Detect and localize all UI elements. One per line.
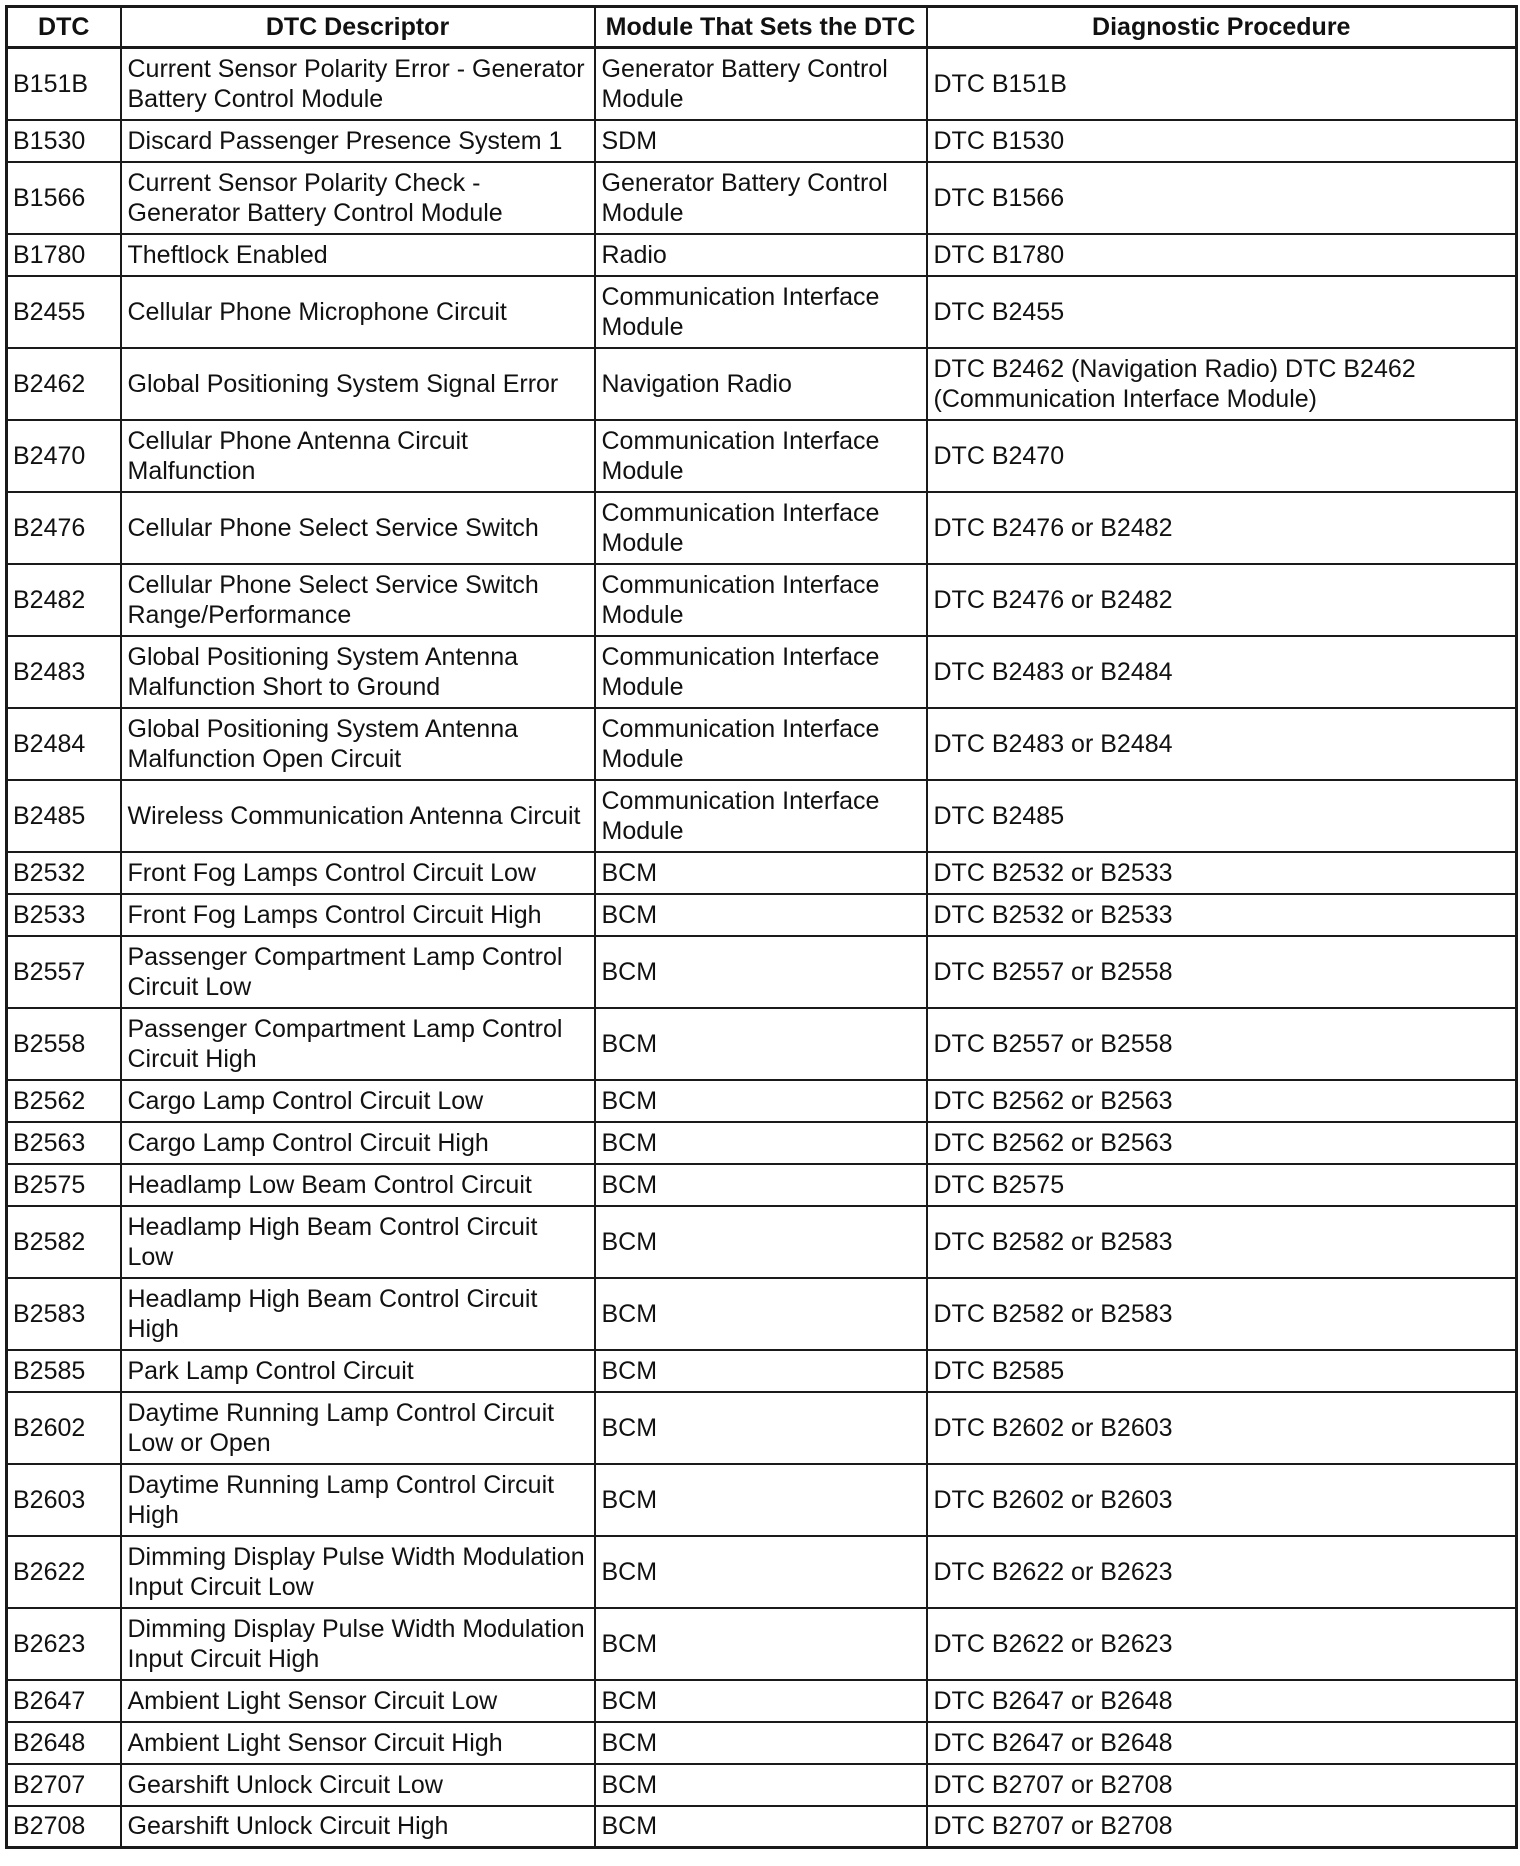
dtc-code-cell: B2603 — [7, 1464, 121, 1536]
dtc-descriptor-cell: Front Fog Lamps Control Circuit High — [121, 894, 595, 936]
table-row — [7, 1278, 1517, 1350]
module-cell: BCM — [595, 894, 927, 936]
table-row — [7, 348, 1517, 420]
header-diagnostic-procedure: Diagnostic Procedure — [927, 7, 1517, 48]
dtc-descriptor-cell: Front Fog Lamps Control Circuit Low — [121, 852, 595, 894]
dtc-descriptor-cell: Current Sensor Polarity Check - Generator Battery Control Module — [121, 162, 595, 234]
dtc-table — [5, 5, 1518, 1849]
dtc-descriptor-cell: Gearshift Unlock Circuit Low — [121, 1764, 595, 1806]
dtc-descriptor-cell: Theftlock Enabled — [121, 234, 595, 276]
dtc-code-cell: B2476 — [7, 492, 121, 564]
dtc-descriptor-cell: Wireless Communication Antenna Circuit — [121, 780, 595, 852]
table-row — [7, 1806, 1517, 1848]
dtc-code-cell: B2583 — [7, 1278, 121, 1350]
diagnostic-procedure-cell: DTC B2562 or B2563 — [927, 1122, 1517, 1164]
dtc-descriptor-cell: Headlamp High Beam Control Circuit Low — [121, 1206, 595, 1278]
table-row — [7, 234, 1517, 276]
module-cell: BCM — [595, 1464, 927, 1536]
dtc-code-cell: B2648 — [7, 1722, 121, 1764]
diagnostic-procedure-cell: DTC B2483 or B2484 — [927, 636, 1517, 708]
table-row — [7, 1008, 1517, 1080]
module-cell: SDM — [595, 120, 927, 162]
dtc-descriptor-cell: Discard Passenger Presence System 1 — [121, 120, 595, 162]
dtc-descriptor-cell: Ambient Light Sensor Circuit High — [121, 1722, 595, 1764]
diagnostic-procedure-cell: DTC B2557 or B2558 — [927, 936, 1517, 1008]
dtc-code-cell: B2562 — [7, 1080, 121, 1122]
table-row — [7, 564, 1517, 636]
diagnostic-procedure-cell: DTC B2622 or B2623 — [927, 1608, 1517, 1680]
diagnostic-procedure-cell: DTC B2575 — [927, 1164, 1517, 1206]
diagnostic-procedure-cell: DTC B2532 or B2533 — [927, 894, 1517, 936]
dtc-descriptor-cell: Cellular Phone Microphone Circuit — [121, 276, 595, 348]
header-dtc-descriptor: DTC Descriptor — [121, 7, 595, 48]
table-row — [7, 1164, 1517, 1206]
table-row — [7, 492, 1517, 564]
table-row — [7, 894, 1517, 936]
table-row — [7, 708, 1517, 780]
table-row — [7, 1722, 1517, 1764]
dtc-code-cell: B2623 — [7, 1608, 121, 1680]
diagnostic-procedure-cell: DTC B2707 or B2708 — [927, 1764, 1517, 1806]
table-row — [7, 120, 1517, 162]
dtc-code-cell: B2470 — [7, 420, 121, 492]
dtc-code-cell: B2707 — [7, 1764, 121, 1806]
diagnostic-procedure-cell: DTC B2462 (Navigation Radio) DTC B2462 (Communication Interface Module) — [927, 348, 1517, 420]
dtc-code-cell: B2582 — [7, 1206, 121, 1278]
diagnostic-procedure-cell: DTC B2647 or B2648 — [927, 1722, 1517, 1764]
dtc-descriptor-cell: Park Lamp Control Circuit — [121, 1350, 595, 1392]
dtc-descriptor-cell: Gearshift Unlock Circuit High — [121, 1806, 595, 1848]
dtc-code-cell: B2563 — [7, 1122, 121, 1164]
dtc-code-cell: B2455 — [7, 276, 121, 348]
dtc-code-cell: B2533 — [7, 894, 121, 936]
table-row — [7, 1608, 1517, 1680]
dtc-descriptor-cell: Cellular Phone Select Service Switch — [121, 492, 595, 564]
dtc-code-cell: B1566 — [7, 162, 121, 234]
diagnostic-procedure-cell: DTC B2622 or B2623 — [927, 1536, 1517, 1608]
module-cell: Communication Interface Module — [595, 708, 927, 780]
dtc-code-cell: B1780 — [7, 234, 121, 276]
diagnostic-procedure-cell: DTC B2585 — [927, 1350, 1517, 1392]
dtc-code-cell: B2558 — [7, 1008, 121, 1080]
module-cell: Communication Interface Module — [595, 420, 927, 492]
dtc-code-cell: B2532 — [7, 852, 121, 894]
module-cell: Communication Interface Module — [595, 492, 927, 564]
table-row — [7, 1680, 1517, 1722]
module-cell: Radio — [595, 234, 927, 276]
module-cell: Communication Interface Module — [595, 276, 927, 348]
dtc-descriptor-cell: Headlamp Low Beam Control Circuit — [121, 1164, 595, 1206]
table-row — [7, 1350, 1517, 1392]
dtc-code-cell: B1530 — [7, 120, 121, 162]
module-cell: BCM — [595, 1122, 927, 1164]
module-cell: BCM — [595, 1350, 927, 1392]
diagnostic-procedure-cell: DTC B2707 or B2708 — [927, 1806, 1517, 1848]
dtc-descriptor-cell: Global Positioning System Signal Error — [121, 348, 595, 420]
dtc-descriptor-cell: Dimming Display Pulse Width Modulation Input Circuit High — [121, 1608, 595, 1680]
dtc-descriptor-cell: Daytime Running Lamp Control Circuit Low or Open — [121, 1392, 595, 1464]
table-row — [7, 1080, 1517, 1122]
dtc-descriptor-cell: Global Positioning System Antenna Malfunction Short to Ground — [121, 636, 595, 708]
diagnostic-procedure-cell: DTC B2470 — [927, 420, 1517, 492]
module-cell: Communication Interface Module — [595, 780, 927, 852]
dtc-descriptor-cell: Passenger Compartment Lamp Control Circuit High — [121, 1008, 595, 1080]
dtc-descriptor-cell: Dimming Display Pulse Width Modulation Input Circuit Low — [121, 1536, 595, 1608]
dtc-code-cell: B151B — [7, 48, 121, 120]
diagnostic-procedure-cell: DTC B2602 or B2603 — [927, 1464, 1517, 1536]
dtc-descriptor-cell: Cargo Lamp Control Circuit Low — [121, 1080, 595, 1122]
diagnostic-procedure-cell: DTC B2582 or B2583 — [927, 1206, 1517, 1278]
module-cell: BCM — [595, 1764, 927, 1806]
table-row — [7, 936, 1517, 1008]
module-cell: BCM — [595, 1722, 927, 1764]
table-row — [7, 276, 1517, 348]
dtc-descriptor-cell: Ambient Light Sensor Circuit Low — [121, 1680, 595, 1722]
diagnostic-procedure-cell: DTC B2602 or B2603 — [927, 1392, 1517, 1464]
dtc-descriptor-cell: Global Positioning System Antenna Malfunction Open Circuit — [121, 708, 595, 780]
diagnostic-procedure-cell: DTC B151B — [927, 48, 1517, 120]
table-row — [7, 636, 1517, 708]
module-cell: BCM — [595, 936, 927, 1008]
dtc-descriptor-cell: Current Sensor Polarity Error - Generator Battery Control Module — [121, 48, 595, 120]
module-cell: Navigation Radio — [595, 348, 927, 420]
dtc-code-cell: B2622 — [7, 1536, 121, 1608]
dtc-code-cell: B2483 — [7, 636, 121, 708]
module-cell: BCM — [595, 1680, 927, 1722]
module-cell: BCM — [595, 1536, 927, 1608]
table-row — [7, 1464, 1517, 1536]
diagnostic-procedure-cell: DTC B1530 — [927, 120, 1517, 162]
module-cell: BCM — [595, 1278, 927, 1350]
table-row — [7, 1536, 1517, 1608]
dtc-descriptor-cell: Cargo Lamp Control Circuit High — [121, 1122, 595, 1164]
dtc-code-cell: B2557 — [7, 936, 121, 1008]
header-dtc: DTC — [7, 7, 121, 48]
dtc-code-cell: B2602 — [7, 1392, 121, 1464]
diagnostic-procedure-cell: DTC B2476 or B2482 — [927, 564, 1517, 636]
table-row — [7, 852, 1517, 894]
dtc-descriptor-cell: Headlamp High Beam Control Circuit High — [121, 1278, 595, 1350]
table-row — [7, 1764, 1517, 1806]
module-cell: BCM — [595, 1392, 927, 1464]
diagnostic-procedure-cell: DTC B2455 — [927, 276, 1517, 348]
module-cell: Generator Battery Control Module — [595, 48, 927, 120]
diagnostic-procedure-cell: DTC B1780 — [927, 234, 1517, 276]
diagnostic-procedure-cell: DTC B1566 — [927, 162, 1517, 234]
module-cell: BCM — [595, 1008, 927, 1080]
dtc-descriptor-cell: Cellular Phone Antenna Circuit Malfunction — [121, 420, 595, 492]
dtc-code-cell: B2485 — [7, 780, 121, 852]
module-cell: BCM — [595, 1206, 927, 1278]
diagnostic-procedure-cell: DTC B2557 or B2558 — [927, 1008, 1517, 1080]
dtc-descriptor-cell: Cellular Phone Select Service Switch Range/Performance — [121, 564, 595, 636]
table-row — [7, 420, 1517, 492]
dtc-table-container — [5, 5, 1518, 1849]
dtc-code-cell: B2585 — [7, 1350, 121, 1392]
module-cell: BCM — [595, 852, 927, 894]
table-header-row — [7, 7, 1517, 48]
diagnostic-procedure-cell: DTC B2483 or B2484 — [927, 708, 1517, 780]
table-row — [7, 48, 1517, 120]
diagnostic-procedure-cell: DTC B2582 or B2583 — [927, 1278, 1517, 1350]
diagnostic-procedure-cell: DTC B2485 — [927, 780, 1517, 852]
module-cell: BCM — [595, 1164, 927, 1206]
table-row — [7, 780, 1517, 852]
diagnostic-procedure-cell: DTC B2476 or B2482 — [927, 492, 1517, 564]
dtc-descriptor-cell: Daytime Running Lamp Control Circuit High — [121, 1464, 595, 1536]
module-cell: BCM — [595, 1806, 927, 1848]
dtc-code-cell: B2484 — [7, 708, 121, 780]
dtc-code-cell: B2462 — [7, 348, 121, 420]
diagnostic-procedure-cell: DTC B2647 or B2648 — [927, 1680, 1517, 1722]
table-row — [7, 1206, 1517, 1278]
diagnostic-procedure-cell: DTC B2532 or B2533 — [927, 852, 1517, 894]
dtc-code-cell: B2647 — [7, 1680, 121, 1722]
dtc-code-cell: B2482 — [7, 564, 121, 636]
header-module: Module That Sets the DTC — [595, 7, 927, 48]
diagnostic-procedure-cell: DTC B2562 or B2563 — [927, 1080, 1517, 1122]
dtc-descriptor-cell: Passenger Compartment Lamp Control Circuit Low — [121, 936, 595, 1008]
module-cell: Communication Interface Module — [595, 636, 927, 708]
module-cell: BCM — [595, 1608, 927, 1680]
table-row — [7, 1392, 1517, 1464]
module-cell: Generator Battery Control Module — [595, 162, 927, 234]
table-row — [7, 162, 1517, 234]
dtc-code-cell: B2708 — [7, 1806, 121, 1848]
table-row — [7, 1122, 1517, 1164]
module-cell: Communication Interface Module — [595, 564, 927, 636]
dtc-code-cell: B2575 — [7, 1164, 121, 1206]
module-cell: BCM — [595, 1080, 927, 1122]
